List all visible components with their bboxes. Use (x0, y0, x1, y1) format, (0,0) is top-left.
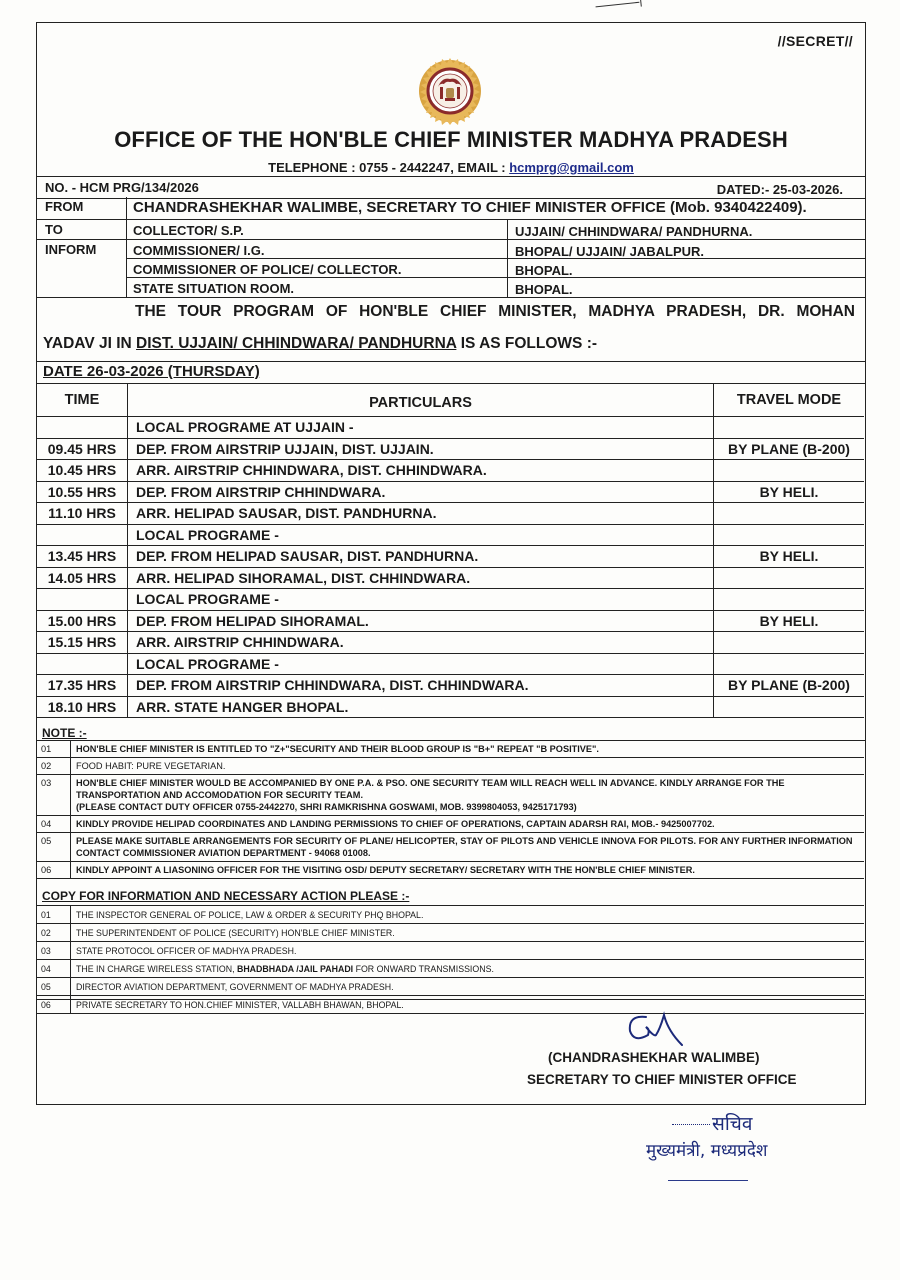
copy-number: 02 (37, 924, 71, 942)
copy-text: THE IN CHARGE WIRELESS STATION, (76, 963, 237, 974)
particulars-cell: LOCAL PROGRAME - (128, 589, 714, 611)
particulars-cell: LOCAL PROGRAME - (128, 524, 714, 546)
schedule-row (37, 546, 864, 568)
copy-recipient (71, 978, 865, 996)
signatory-name: (CHANDRASHEKHAR WALIMBE) (548, 1050, 760, 1065)
note-row (37, 816, 864, 833)
tour-date-text: DATE 26-03-2026 (THURSDAY) (43, 363, 260, 380)
copy-number: 05 (37, 978, 71, 996)
time-cell (37, 653, 128, 675)
note-row (37, 775, 864, 816)
schedule-row (37, 417, 864, 439)
note-row (37, 741, 864, 758)
note-body: KINDLY APPOINT A LIASONING OFFICER FOR THE VISITING OSD/ DEPUTY SECRETARY/ SECRETARY WITH THE HON'BLE CHIEF MINISTER. (76, 865, 695, 875)
particulars-cell: DEP. FROM AIRSTRIP CHHINDWARA. (128, 481, 714, 503)
place: BHOPAL/ UJJAIN/ JABALPUR. (515, 244, 705, 259)
time-cell: 11.10 HRS (37, 503, 128, 525)
travel-mode-cell (714, 460, 865, 482)
particulars-cell: ARR. HELIPAD SIHORAMAL, DIST. CHHINDWARA. (128, 567, 714, 589)
time-cell: 10.45 HRS (37, 460, 128, 482)
note-row (37, 758, 864, 775)
stamp-line-2: मुख्यमंत्री, मध्यप्रदेश (646, 1141, 768, 1161)
travel-mode-cell (714, 524, 865, 546)
column-header-travel-mode: TRAVEL MODE (714, 384, 865, 417)
note-row (37, 833, 864, 862)
particulars-cell: ARR. HELIPAD SAUSAR, DIST. PANDHURNA. (128, 503, 714, 525)
particulars-cell: DEP. FROM AIRSTRIP UJJAIN, DIST. UJJAIN. (128, 438, 714, 460)
note-number: 06 (37, 862, 71, 879)
time-cell: 15.15 HRS (37, 632, 128, 654)
particulars-cell: DEP. FROM HELIPAD SIHORAMAL. (128, 610, 714, 632)
intro-text: IS AS FOLLOWS :- (456, 335, 598, 352)
recipient: STATE SITUATION ROOM. (133, 281, 295, 296)
copy-recipient (71, 942, 865, 960)
time-cell: 15.00 HRS (37, 610, 128, 632)
note-text (71, 775, 865, 816)
particulars-cell: DEP. FROM AIRSTRIP CHHINDWARA, DIST. CHHINDWARA. (128, 675, 714, 697)
contact-line (37, 160, 865, 175)
schedule-row (37, 567, 864, 589)
travel-mode-cell: BY PLANE (B-200) (714, 675, 865, 697)
travel-mode-cell: BY HELI. (714, 546, 865, 568)
document-frame (36, 22, 866, 1105)
time-cell: 13.45 HRS (37, 546, 128, 568)
copy-text: THE SUPERINTENDENT OF POLICE (SECURITY) HON'BLE CHIEF MINISTER. (76, 927, 395, 938)
note-number: 01 (37, 741, 71, 758)
particulars-cell: ARR. STATE HANGER BHOPAL. (128, 696, 714, 718)
recipient: COMMISSIONER OF POLICE/ COLLECTOR. (133, 262, 402, 277)
particulars-cell: LOCAL PROGRAME AT UJJAIN - (128, 417, 714, 439)
inform-label: INFORM (45, 242, 97, 257)
note-number: 02 (37, 758, 71, 775)
to-label: TO (45, 222, 63, 237)
place: BHOPAL. (515, 263, 573, 278)
intro-paragraph (37, 295, 865, 362)
travel-mode-cell (714, 417, 865, 439)
copy-text: PRIVATE SECRETARY TO HON.CHIEF MINISTER, VALLABH BHAWAN, BHOPAL. (76, 999, 404, 1010)
telephone-label: TELEPHONE : 0755 - 2442247, EMAIL : (268, 160, 510, 175)
time-cell: 09.45 HRS (37, 438, 128, 460)
copy-number: 01 (37, 906, 71, 924)
column-header-particulars: PARTICULARS (128, 384, 714, 417)
schedule-row (37, 438, 864, 460)
recipient: COLLECTOR/ S.P. (133, 223, 244, 238)
note-text (71, 833, 865, 862)
travel-mode-cell (714, 696, 865, 718)
particulars-cell: LOCAL PROGRAME - (128, 653, 714, 675)
note-number: 05 (37, 833, 71, 862)
column-header-time: TIME (37, 384, 128, 417)
time-cell: 10.55 HRS (37, 481, 128, 503)
place: UJJAIN/ CHHINDWARA/ PANDHURNA. (515, 224, 753, 239)
copy-heading (37, 889, 865, 905)
time-cell (37, 524, 128, 546)
travel-mode-cell (714, 632, 865, 654)
signatory-designation: SECRETARY TO CHIEF MINISTER OFFICE (527, 1072, 797, 1087)
notes-heading (37, 725, 865, 741)
copy-to-table (37, 905, 864, 1014)
stamp-underline (668, 1180, 748, 1181)
copy-heading-text: COPY FOR INFORMATION AND NECESSARY ACTION PLEASE :- (42, 889, 410, 903)
classification-label: //SECRET// (777, 33, 853, 49)
place: BHOPAL. (515, 282, 573, 297)
pen-mark (596, 2, 641, 18)
districts: DIST. UJJAIN/ CHHINDWARA/ PANDHURNA (136, 335, 457, 352)
note-body: HON'BLE CHIEF MINISTER IS ENTITLED TO "Z+"SECURITY AND THEIR BLOOD GROUP IS "B+" REPEAT "B POSITIVE". (76, 744, 599, 754)
copy-recipient (71, 906, 865, 924)
copy-row (37, 960, 864, 978)
note-contact: (PLEASE CONTACT DUTY OFFICER 0755-2442270, SHRI RAMKRISHNA GOSWAMI, MOB. 9399804053, 9425171793) (76, 802, 577, 812)
travel-mode-cell (714, 589, 865, 611)
schedule-table (37, 383, 864, 718)
travel-mode-cell (714, 503, 865, 525)
note-text (71, 741, 865, 758)
schedule-row (37, 610, 864, 632)
dated: DATED:- 25-03-2026. (716, 182, 843, 197)
schedule-row (37, 675, 864, 697)
mp-government-emblem-icon (416, 57, 484, 125)
time-cell: 17.35 HRS (37, 675, 128, 697)
reference-row (37, 176, 865, 199)
copy-text-bold: BHADBHADA /JAIL PAHADI (236, 963, 354, 974)
travel-mode-cell: BY HELI. (714, 481, 865, 503)
time-cell: 14.05 HRS (37, 567, 128, 589)
schedule-row (37, 481, 864, 503)
stamp-dots (672, 1124, 710, 1125)
email-link[interactable]: hcmprg@gmail.com (509, 160, 634, 175)
office-title: OFFICE OF THE HON'BLE CHIEF MINISTER MADHYA PRADESH (114, 127, 788, 152)
travel-mode-cell (714, 653, 865, 675)
to-row (37, 220, 865, 240)
note-text (71, 862, 865, 879)
copy-row (37, 942, 864, 960)
time-cell (37, 589, 128, 611)
note-number: 04 (37, 816, 71, 833)
divider (37, 999, 865, 1000)
intro-line-2 (43, 335, 597, 353)
from-value: CHANDRASHEKHAR WALIMBE, SECRETARY TO CHIEF MINISTER OFFICE (Mob. 9340422409). (133, 199, 807, 216)
note-body: PLEASE MAKE SUITABLE ARRANGEMENTS FOR SECURITY OF PLANE/ HELICOPTER, STAY OF PILOTS AND VEHICLE INNOVA FOR PILOTS. FOR ANY FURTHER INFORMATION CONTACT COMMISSIONER AVIATION DEPARTMENT - 94068 01008. (76, 836, 853, 858)
tour-date (37, 361, 865, 384)
particulars-cell: DEP. FROM HELIPAD SAUSAR, DIST. PANDHURNA. (128, 546, 714, 568)
schedule-row (37, 460, 864, 482)
particulars-cell: ARR. AIRSTRIP CHHINDWARA, DIST. CHHINDWARA. (128, 460, 714, 482)
stamp-line-1: सचिव (712, 1113, 753, 1135)
notes-heading-text: NOTE :- (42, 726, 87, 740)
copy-number: 03 (37, 942, 71, 960)
inform-row (37, 240, 865, 259)
copy-text: STATE PROTOCOL OFFICER OF MADHYA PRADESH. (76, 945, 297, 956)
notes-table (37, 740, 864, 879)
copy-text: THE INSPECTOR GENERAL OF POLICE, LAW & ORDER & SECURITY PHQ BHOPAL. (76, 909, 424, 920)
note-row (37, 862, 864, 879)
copy-recipient (71, 924, 865, 942)
copy-row (37, 906, 864, 924)
particulars-cell: ARR. AIRSTRIP CHHINDWARA. (128, 632, 714, 654)
intro-text: YADAV JI IN (43, 335, 137, 352)
time-cell: 18.10 HRS (37, 696, 128, 718)
schedule-row (37, 589, 864, 611)
travel-mode-cell: BY HELI. (714, 610, 865, 632)
note-text (71, 758, 865, 775)
intro-line-1: THE TOUR PROGRAM OF HON'BLE CHIEF MINISTER, MADHYA PRADESH, DR. MOHAN (135, 303, 855, 320)
inform-row (37, 259, 865, 278)
copy-text: DIRECTOR AVIATION DEPARTMENT, GOVERNMENT OF MADHYA PRADESH. (76, 981, 394, 992)
time-cell (37, 417, 128, 439)
copy-recipient (71, 960, 865, 978)
from-row (37, 197, 865, 220)
copy-row (37, 924, 864, 942)
copy-number: 06 (37, 996, 71, 1014)
schedule-row (37, 696, 864, 718)
copy-text: FOR ONWARD TRANSMISSIONS. (353, 963, 494, 974)
schedule-row (37, 653, 864, 675)
copy-row (37, 978, 864, 996)
schedule-row (37, 524, 864, 546)
from-label: FROM (45, 199, 84, 214)
travel-mode-cell: BY PLANE (B-200) (714, 438, 865, 460)
note-body: FOOD HABIT: PURE VEGETARIAN. (76, 761, 226, 771)
schedule-row (37, 503, 864, 525)
addressing-block (37, 197, 865, 298)
travel-mode-cell (714, 567, 865, 589)
note-body: KINDLY PROVIDE HELIPAD COORDINATES AND LANDING PERMISSIONS TO CHIEF OF OPERATIONS, CAPTAIN ADARSH RAI, MOB.- 9425007702. (76, 819, 715, 829)
note-body: HON'BLE CHIEF MINISTER WOULD BE ACCOMPANIED BY ONE P.A. & PSO. ONE SECURITY TEAM WILL REACH WELL IN ADVANCE. KINDLY ARRANGE FOR THE TRANSPORTATION AND ACCOMODATION FOR SECURITY TEAM. (76, 778, 785, 800)
note-text (71, 816, 865, 833)
note-number: 03 (37, 775, 71, 816)
copy-number: 04 (37, 960, 71, 978)
recipient: COMMISSIONER/ I.G. (133, 243, 265, 258)
reference-number: NO. - HCM PRG/134/2026 (45, 180, 199, 195)
signature-icon (620, 1007, 690, 1049)
schedule-row (37, 632, 864, 654)
